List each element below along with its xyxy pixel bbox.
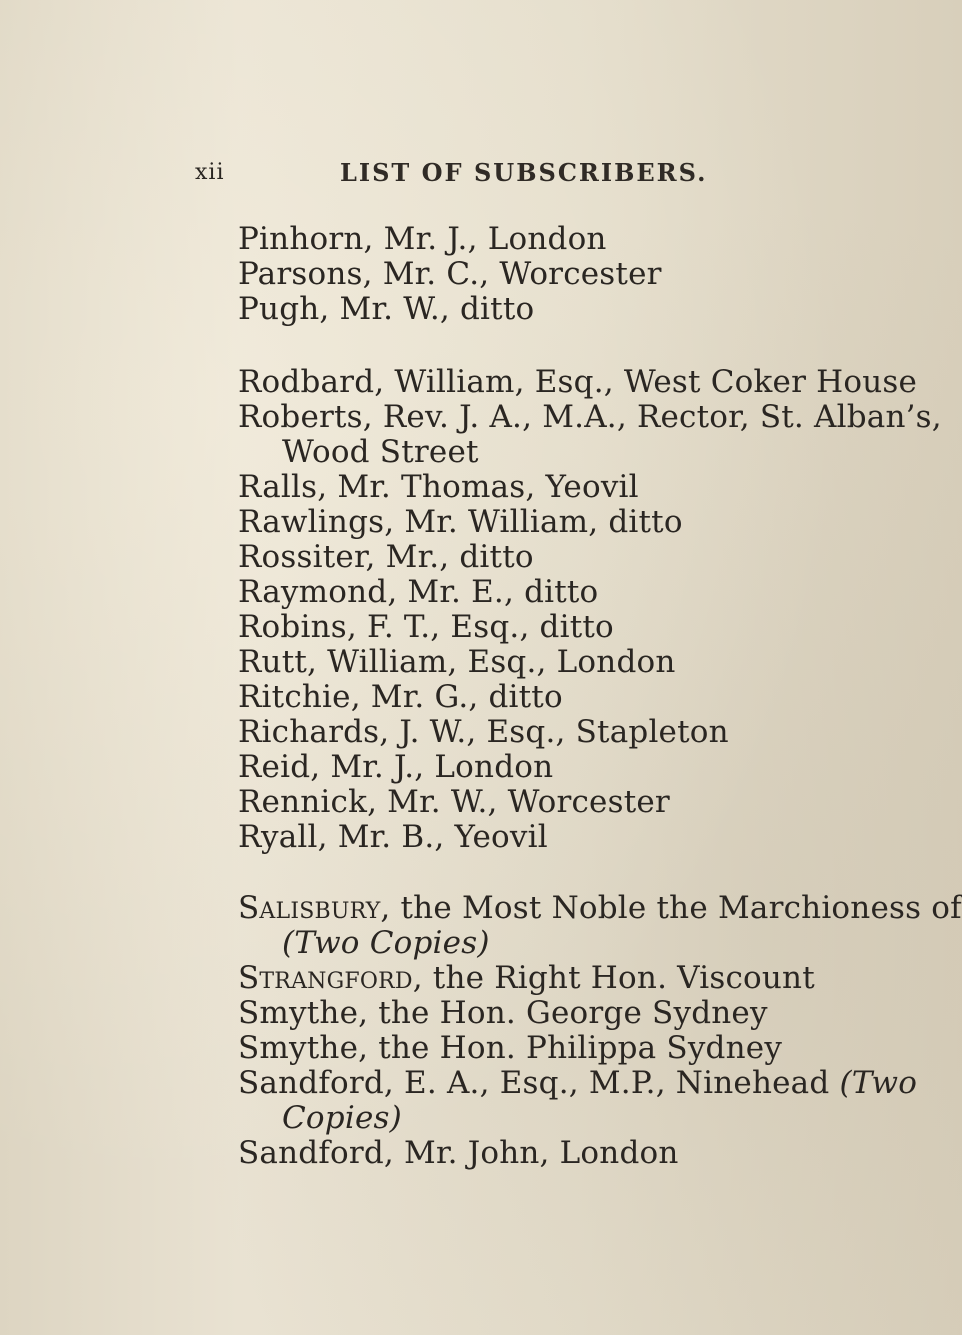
list-item: Ryall, Mr. B., Yeovil [238, 819, 548, 855]
entry-line: Roberts, Rev. J. A., M.A., Rector, St. Alban’s, [238, 399, 942, 435]
subscriber-group-p [238, 222, 788, 327]
list-item: Rennick, Mr. W., Worcester [238, 784, 670, 820]
list-item: Rutt, William, Esq., London [238, 644, 676, 680]
subscriber-group-r [238, 364, 942, 855]
list-item: Rodbard, William, Esq., West Coker House [238, 364, 918, 400]
running-head: LIST OF SUBSCRIBERS. [340, 158, 708, 187]
peer-name: Strangford [238, 960, 413, 996]
list-item: Richards, J. W., Esq., Stapleton [238, 714, 729, 750]
list-item [238, 1065, 918, 1136]
entry-line-italic: (Two [829, 1065, 918, 1101]
list-item: Robins, F. T., Esq., ditto [238, 609, 614, 645]
list-item: Ritchie, Mr. G., ditto [238, 679, 563, 715]
entry-continuation: (Two Copies) [282, 925, 490, 961]
subscriber-list [238, 221, 962, 1207]
peer-name: Salisbury [238, 890, 381, 926]
list-item: Raymond, Mr. E., ditto [238, 574, 599, 610]
list-item [238, 890, 962, 961]
list-item: Parsons, Mr. C., Worcester [238, 256, 662, 292]
list-item: Reid, Mr. J., London [238, 749, 554, 785]
list-item: Ralls, Mr. Thomas, Yeovil [238, 469, 639, 505]
entry-line: , the Most Noble the Marchioness of [380, 890, 962, 926]
entry-line: Sandford, E. A., Esq., M.P., Ninehead [238, 1065, 830, 1101]
page-number: xii [195, 160, 225, 185]
list-item: Sandford, Mr. John, London [238, 1135, 679, 1171]
list-item: Rossiter, Mr., ditto [238, 539, 534, 575]
list-item [238, 960, 815, 996]
entry-continuation: Wood Street [282, 434, 479, 470]
entry-continuation: Copies) [282, 1100, 402, 1136]
entry-line: , the Right Hon. Viscount [412, 960, 815, 996]
list-item: Smythe, the Hon. George Sydney [238, 995, 768, 1031]
list-item: Smythe, the Hon. Philippa Sydney [238, 1030, 783, 1066]
list-item: Rawlings, Mr. William, ditto [238, 504, 683, 540]
list-item: Pinhorn, Mr. J., London [238, 221, 607, 257]
list-item: Pugh, Mr. W., ditto [238, 291, 535, 327]
list-item [238, 399, 942, 470]
subscriber-group-s [238, 890, 962, 1171]
